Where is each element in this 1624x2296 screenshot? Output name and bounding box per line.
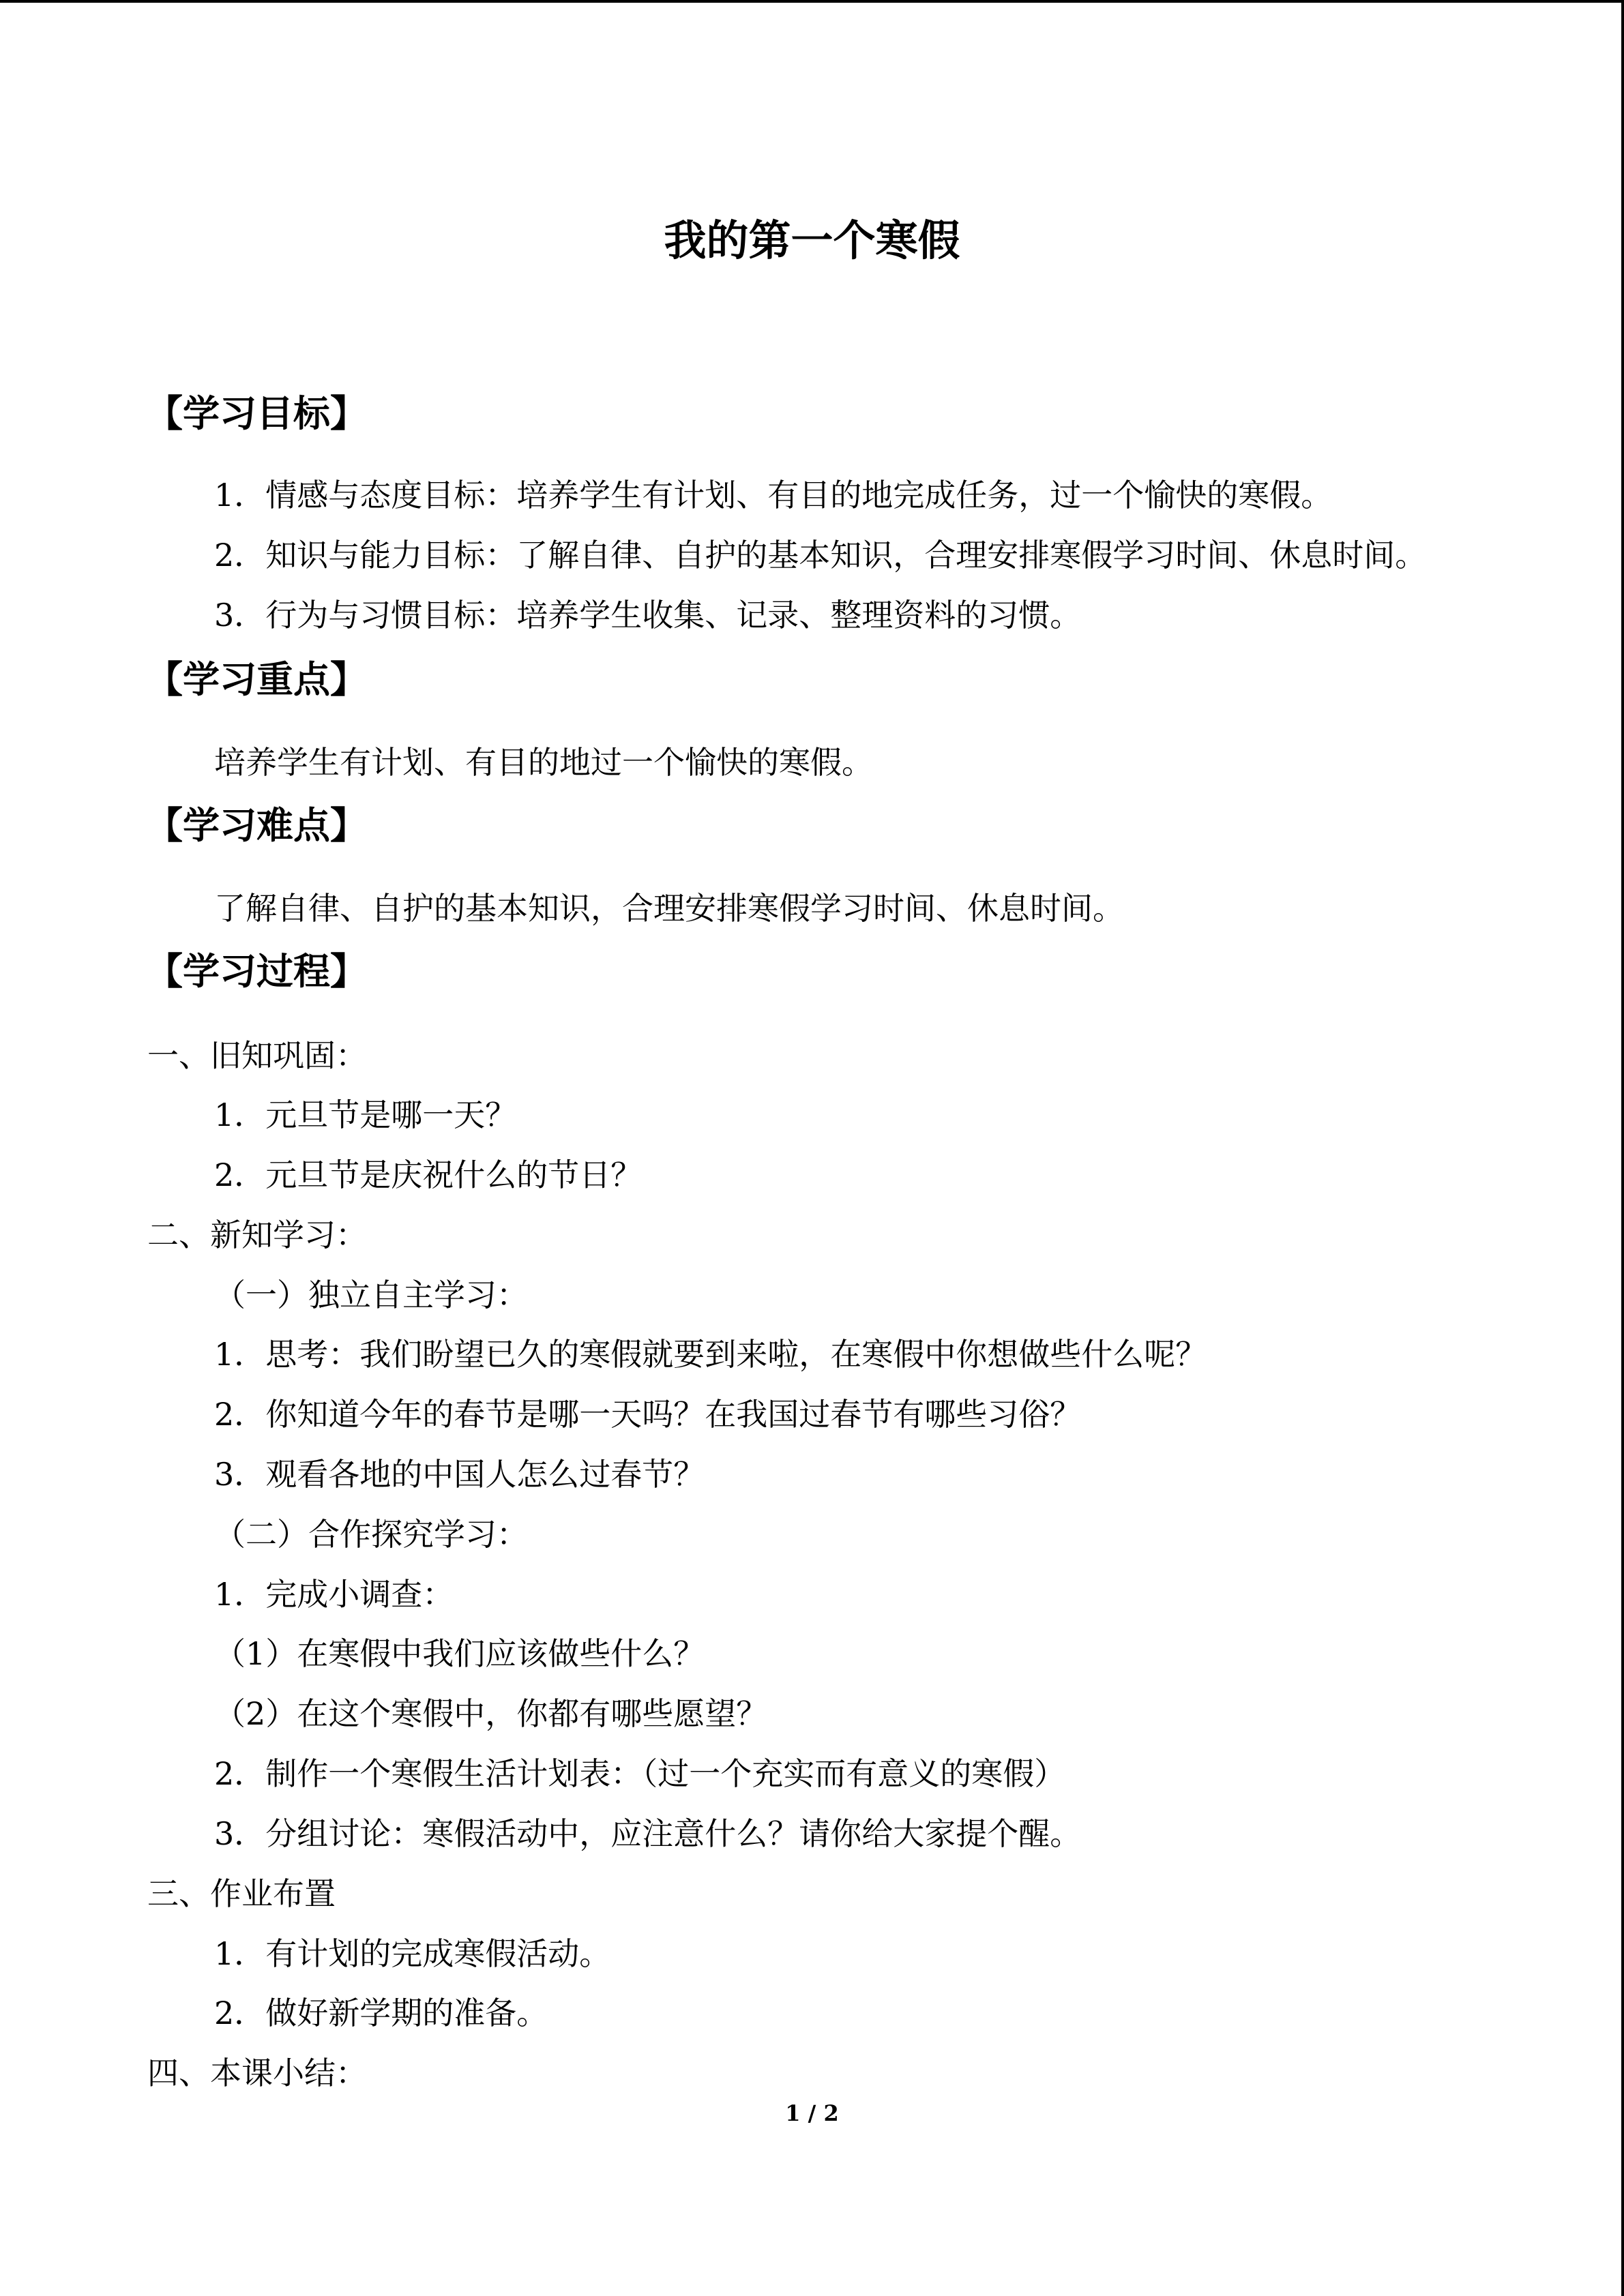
independent-study-item: 3．观看各地的中国人怎么过春节？ xyxy=(214,1456,705,1493)
difficulties-text: 了解自律、自护的基本知识，合理安排寒假学习时间、休息时间。 xyxy=(214,890,1124,927)
section-heading-goals: 【学习目标】 xyxy=(146,392,367,435)
independent-study-heading: （一）独立自主学习： xyxy=(214,1277,528,1313)
homework-item: 1．有计划的完成寒假活动。 xyxy=(214,1935,611,1972)
cooperative-study-heading: （二）合作探究学习： xyxy=(214,1516,528,1553)
cooperative-study-item: 2．制作一个寒假生活计划表：（过一个充实而有意义的寒假） xyxy=(214,1755,1066,1792)
review-heading: 一、旧知巩固： xyxy=(147,1037,367,1074)
cooperative-study-subitem: （2）在这个寒假中，你都有哪些愿望？ xyxy=(214,1695,768,1732)
summary-heading: 四、本课小结： xyxy=(147,2055,367,2091)
goal-item: 1．情感与态度目标：培养学生有计划、有目的地完成任务，过一个愉快的寒假。 xyxy=(214,477,1333,513)
cooperative-study-item: 3．分组讨论：寒假活动中，应注意什么？请你给大家提个醒。 xyxy=(214,1815,1082,1852)
right-border-line xyxy=(1621,0,1624,2296)
top-border-line xyxy=(0,0,1624,3)
section-heading-key-points: 【学习重点】 xyxy=(146,658,367,701)
page-title: 我的第一个寒假 xyxy=(664,215,960,265)
section-heading-process: 【学习过程】 xyxy=(146,950,367,993)
cooperative-study-subitem: （1）在寒假中我们应该做些什么？ xyxy=(214,1635,705,1672)
goal-item: 2．知识与能力目标：了解自律、自护的基本知识，合理安排寒假学习时间、休息时间。 xyxy=(214,537,1427,573)
homework-heading: 三、作业布置 xyxy=(147,1875,336,1912)
new-learning-heading: 二、新知学习： xyxy=(147,1217,367,1253)
cooperative-study-item: 1．完成小调查： xyxy=(214,1576,454,1613)
goal-item: 3．行为与习惯目标：培养学生收集、记录、整理资料的习惯。 xyxy=(214,597,1082,633)
homework-item: 2．做好新学期的准备。 xyxy=(214,1995,548,2031)
key-points-text: 培养学生有计划、有目的地过一个愉快的寒假。 xyxy=(214,744,873,781)
section-heading-difficulties: 【学习难点】 xyxy=(146,804,367,847)
independent-study-item: 2．你知道今年的春节是哪一天吗？在我国过春节有哪些习俗？ xyxy=(214,1396,1082,1433)
review-item: 1．元旦节是哪一天？ xyxy=(214,1097,517,1133)
page-number: 1 / 2 xyxy=(785,2100,839,2126)
independent-study-item: 1．思考：我们盼望已久的寒假就要到来啦，在寒假中你想做些什么呢？ xyxy=(214,1336,1207,1373)
review-item: 2．元旦节是庆祝什么的节日？ xyxy=(214,1157,643,1193)
